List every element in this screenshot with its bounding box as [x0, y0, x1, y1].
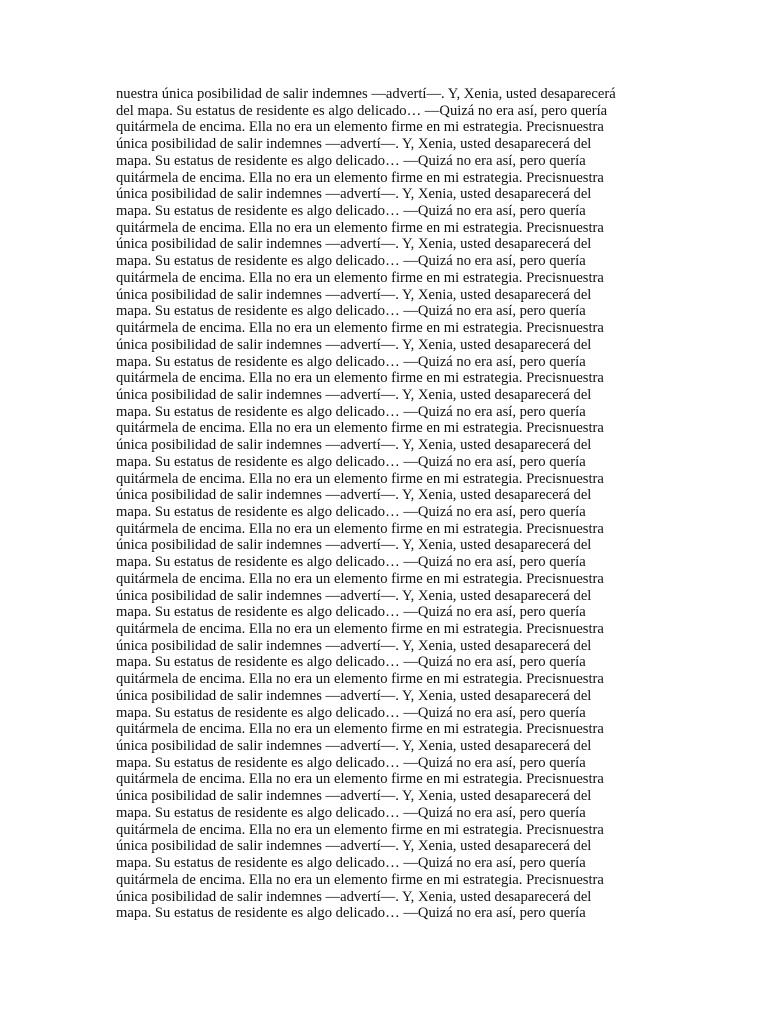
text-line: mapa. Su estatus de residente es algo delicado… —Quizá no era así, pero quería — [116, 152, 586, 169]
text-line: quitármela de encima. Ella no era un elemento firme en mi estrategia. Precisnuestra — [116, 219, 604, 236]
text-line: mapa. Su estatus de residente es algo delicado… —Quizá no era así, pero quería — [116, 905, 586, 922]
text-line: única posibilidad de salir indemnes —advertí—. Y, Xenia, usted desaparecerá del — [116, 687, 592, 704]
text-line — [116, 922, 636, 939]
text-line: quitármela de encima. Ella no era un elemento firme en mi estrategia. Precisnuestra — [116, 420, 604, 437]
text-line: quitármela de encima. Ella no era un elemento firme en mi estrategia. Precisnuestra — [116, 871, 604, 888]
text-line: quitármela de encima. Ella no era un elemento firme en mi estrategia. Precisnuestra — [116, 520, 604, 537]
text-line: mapa. Su estatus de residente es algo delicado… —Quizá no era así, pero quería — [116, 855, 586, 872]
text-line: única posibilidad de salir indemnes —advertí—. Y, Xenia, usted desaparecerá del — [116, 136, 592, 153]
text-line: mapa. Su estatus de residente es algo delicado… —Quizá no era así, pero quería — [116, 253, 586, 270]
text-line: quitármela de encima. Ella no era un elemento firme en mi estrategia. Precisnuestra — [116, 570, 604, 587]
text-line: única posibilidad de salir indemnes —advertí—. Y, Xenia, usted desaparecerá del — [116, 286, 592, 303]
text-line: única posibilidad de salir indemnes —advertí—. Y, Xenia, usted desaparecerá del — [116, 838, 592, 855]
text-line: única posibilidad de salir indemnes —advertí—. Y, Xenia, usted desaparecerá del — [116, 888, 592, 905]
text-line: única posibilidad de salir indemnes —advertí—. Y, Xenia, usted desaparecerá del — [116, 637, 592, 654]
text-line: quitármela de encima. Ella no era un elemento firme en mi estrategia. Precisnuestra — [116, 320, 604, 337]
text-line: única posibilidad de salir indemnes —advertí—. Y, Xenia, usted desaparecerá del — [116, 738, 592, 755]
text-line: quitármela de encima. Ella no era un elemento firme en mi estrategia. Precisnuestra — [116, 470, 604, 487]
text-line: quitármela de encima. Ella no era un elemento firme en mi estrategia. Precisnuestra — [116, 821, 604, 838]
text-line: única posibilidad de salir indemnes —advertí—. Y, Xenia, usted desaparecerá del — [116, 537, 592, 554]
body-text — [116, 86, 636, 939]
text-line: mapa. Su estatus de residente es algo delicado… —Quizá no era así, pero quería — [116, 654, 586, 671]
text-line: mapa. Su estatus de residente es algo delicado… —Quizá no era así, pero quería — [116, 804, 586, 821]
text-line: mapa. Su estatus de residente es algo delicado… —Quizá no era así, pero quería — [116, 604, 586, 621]
text-line: única posibilidad de salir indemnes —advertí—. Y, Xenia, usted desaparecerá del — [116, 386, 592, 403]
text-line: quitármela de encima. Ella no era un elemento firme en mi estrategia. Precisnuestra — [116, 370, 604, 387]
text-line: quitármela de encima. Ella no era un elemento firme en mi estrategia. Precisnuestra — [116, 119, 604, 136]
text-line: única posibilidad de salir indemnes —advertí—. Y, Xenia, usted desaparecerá del — [116, 587, 592, 604]
text-line: mapa. Su estatus de residente es algo delicado… —Quizá no era así, pero quería — [116, 303, 586, 320]
text-line: mapa. Su estatus de residente es algo delicado… —Quizá no era así, pero quería — [116, 403, 586, 420]
text-line: única posibilidad de salir indemnes —advertí—. Y, Xenia, usted desaparecerá del — [116, 437, 592, 454]
text-line: mapa. Su estatus de residente es algo delicado… —Quizá no era así, pero quería — [116, 453, 586, 470]
text-line: nuestra única posibilidad de salir indemnes —advertí—. Y, Xenia, usted desaparecerá — [116, 86, 616, 102]
text-line: quitármela de encima. Ella no era un elemento firme en mi estrategia. Precisnuestra — [116, 671, 604, 688]
text-line: mapa. Su estatus de residente es algo delicado… —Quizá no era así, pero quería — [116, 503, 586, 520]
text-line: quitármela de encima. Ella no era un elemento firme en mi estrategia. Precisnuestra — [116, 621, 604, 637]
text-line: del mapa. Su estatus de residente es algo delicado… —Quizá no era así, pero quería — [116, 102, 608, 119]
text-line: mapa. Su estatus de residente es algo delicado… —Quizá no era así, pero quería — [116, 554, 586, 571]
text-line: quitármela de encima. Ella no era un elemento firme en mi estrategia. Precisnuestra — [116, 771, 604, 788]
text-line: quitármela de encima. Ella no era un elemento firme en mi estrategia. Precisnuestra — [116, 269, 604, 286]
text-line: única posibilidad de salir indemnes —advertí—. Y, Xenia, usted desaparecerá del — [116, 788, 592, 805]
text-line: mapa. Su estatus de residente es algo delicado… —Quizá no era así, pero quería — [116, 203, 586, 220]
text-line: única posibilidad de salir indemnes —advertí—. Y, Xenia, usted desaparecerá del — [116, 336, 592, 353]
text-line: única posibilidad de salir indemnes —advertí—. Y, Xenia, usted desaparecerá del — [116, 236, 592, 253]
text-line: única posibilidad de salir indemnes —advertí—. Y, Xenia, usted desaparecerá del — [116, 487, 592, 504]
text-line: única posibilidad de salir indemnes —advertí—. Y, Xenia, usted desaparecerá del — [116, 186, 592, 203]
text-line: mapa. Su estatus de residente es algo delicado… —Quizá no era así, pero quería — [116, 704, 586, 721]
text-line: mapa. Su estatus de residente es algo delicado… —Quizá no era así, pero quería — [116, 353, 586, 370]
text-line: mapa. Su estatus de residente es algo delicado… —Quizá no era así, pero quería — [116, 754, 586, 771]
text-line: quitármela de encima. Ella no era un elemento firme en mi estrategia. Precisnuestra — [116, 721, 604, 738]
text-line: quitármela de encima. Ella no era un elemento firme en mi estrategia. Precisnuestra — [116, 169, 604, 186]
